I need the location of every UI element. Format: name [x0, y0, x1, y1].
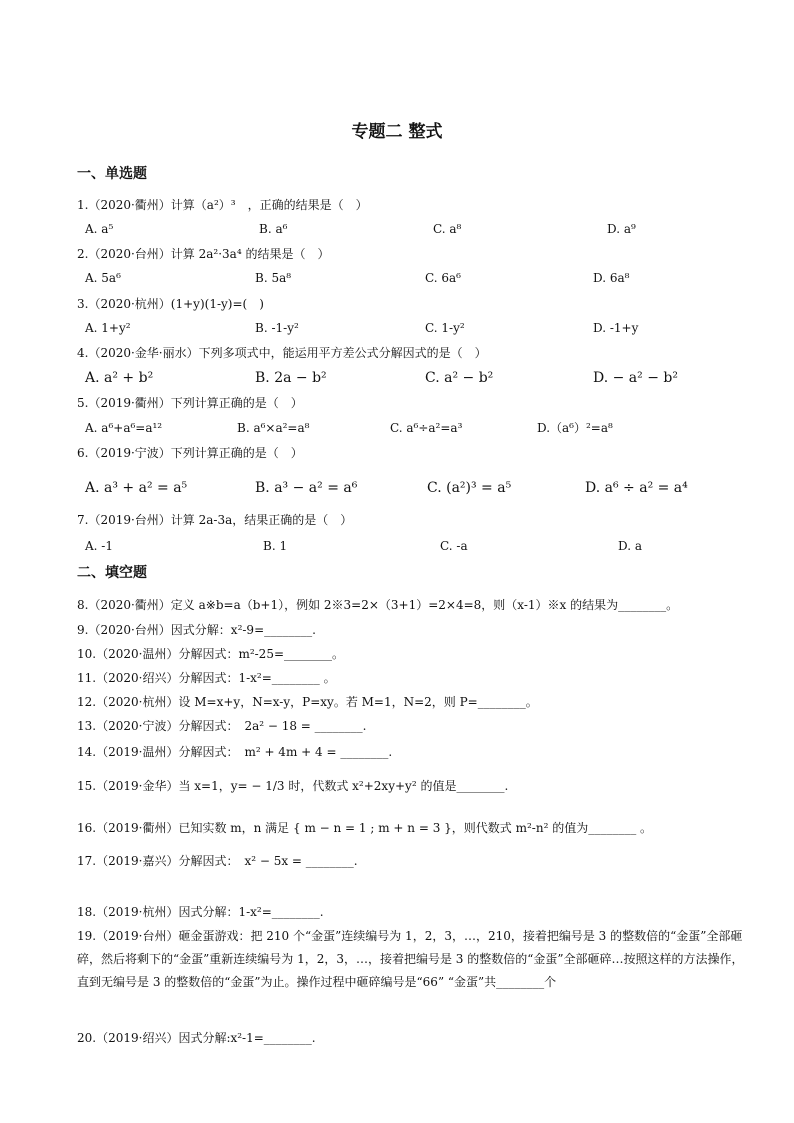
question-4: 4.（2020·金华·丽水）下列多项式中，能运用平方差公式分解因式的是（ ） [77, 346, 487, 360]
question-13: 13.（2020·宁波）分解因式： 2a² − 18 = ________. [77, 719, 367, 733]
question-10: 10.（2020·温州）分解因式：m²-25=________。 [77, 647, 345, 661]
option-a: A. -1 [85, 539, 113, 553]
question-3: 3.（2020·杭州）(1+y)(1-y)=( ) [77, 297, 264, 311]
question-19: 19.（2019·台州）砸金蛋游戏：把 210 个“金蛋”连续编号为 1，2，3，…，210，接着把编号是 3 的整数倍的“金蛋”全部砸碎，然后将剩下的“金蛋”重新连续编号为 1，2，3，…，接着把编号是 3 的整数倍的“金蛋”全部砸碎…按照这样的方法操作，直到无编号是 3 的整数倍的“金蛋”为止。操作过程中砸碎编号是“66” “金蛋”共________个 [77, 929, 744, 989]
question-8: 8.（2020·衢州）定义 a※b=a（b+1），例如 2※3=2×（3+1）=2×4=8，则（x-1）※x 的结果为________。 [77, 598, 679, 612]
option-b: B. a³ − a² = a⁶ [255, 480, 358, 496]
option-b: B. 5a⁸ [255, 271, 292, 285]
option-b: B. 2a − b² [255, 370, 327, 386]
option-d: D. − a² − b² [593, 370, 678, 386]
options-3 [85, 320, 745, 338]
option-c: C. -a [440, 539, 468, 553]
option-a: A. a³ + a² = a⁵ [85, 480, 188, 496]
section-title-single-choice: 一、单选题 [77, 166, 147, 182]
options-7 [85, 538, 745, 556]
options-1 [85, 221, 745, 239]
option-a: A. a⁶+a⁶=a¹² [85, 421, 163, 435]
question-20: 20.（2019·绍兴）因式分解:x²-1=________. [77, 1031, 316, 1045]
option-c: C. a⁶÷a²=a³ [390, 421, 463, 435]
option-a: A. 1+y² [85, 321, 131, 335]
option-c: C. a⁸ [433, 222, 462, 236]
option-d: D.（a⁶）²=a⁸ [537, 421, 613, 435]
option-b: B. 1 [263, 539, 288, 553]
option-c: C. a² − b² [425, 370, 494, 386]
option-d: D. a⁶ ÷ a² = a⁴ [585, 480, 688, 496]
question-7: 7.（2019·台州）计算 2a-3a，结果正确的是（ ） [77, 513, 353, 527]
option-c: C. (a²)³ = a⁵ [427, 480, 512, 496]
options-5 [85, 420, 745, 438]
options-6 [85, 480, 745, 498]
question-18: 18.（2019·杭州）因式分解：1-x²=________. [77, 905, 324, 919]
question-14: 14.（2019·温州）分解因式： m² + 4m + 4 = ________. [77, 745, 393, 759]
option-b: B. a⁶ [259, 222, 288, 236]
option-c: C. 1-y² [425, 321, 465, 335]
options-2 [85, 270, 745, 288]
option-a: A. a² + b² [85, 370, 154, 386]
option-b: B. -1-y² [255, 321, 299, 335]
option-b: B. a⁶×a²=a⁸ [237, 421, 310, 435]
option-d: D. a⁹ [607, 222, 636, 236]
question-9: 9.（2020·台州）因式分解：x²-9=________. [77, 623, 316, 637]
option-c: C. 6a⁶ [425, 271, 461, 285]
question-15: 15.（2019·金华）当 x=1，y= − 1/3 时，代数式 x²+2xy+y² 的值是________. [77, 779, 509, 793]
question-5: 5.（2019·衢州）下列计算正确的是（ ） [77, 396, 303, 410]
page-title: 专题二 整式 [351, 122, 443, 142]
option-d: D. 6a⁸ [593, 271, 630, 285]
question-16: 16.（2019·衢州）已知实数 m，n 满足 { m − n = 1 ; m + n = 3 }，则代数式 m²-n² 的值为________ 。 [77, 821, 653, 835]
question-2: 2.（2020·台州）计算 2a²·3a⁴ 的结果是（ ） [77, 247, 330, 261]
question-11: 11.（2020·绍兴）分解因式：1-x²=________ 。 [77, 671, 336, 685]
question-6: 6.（2019·宁波）下列计算正确的是（ ） [77, 446, 303, 460]
question-1: 1.（2020·衢州）计算（a²）³ ，正确的结果是（ ） [77, 198, 368, 212]
options-4 [85, 370, 745, 388]
option-d: D. a [618, 539, 642, 553]
section-title-fill-in: 二、填空题 [77, 565, 147, 581]
option-a: A. a⁵ [85, 222, 114, 236]
option-a: A. 5a⁶ [85, 271, 121, 285]
question-12: 12.（2020·杭州）设 M=x+y，N=x-y，P=xy。若 M=1，N=2，则 P=________。 [77, 695, 538, 709]
option-d: D. -1+y [593, 321, 639, 335]
question-17: 17.（2019·嘉兴）分解因式： x² − 5x = ________. [77, 854, 358, 868]
